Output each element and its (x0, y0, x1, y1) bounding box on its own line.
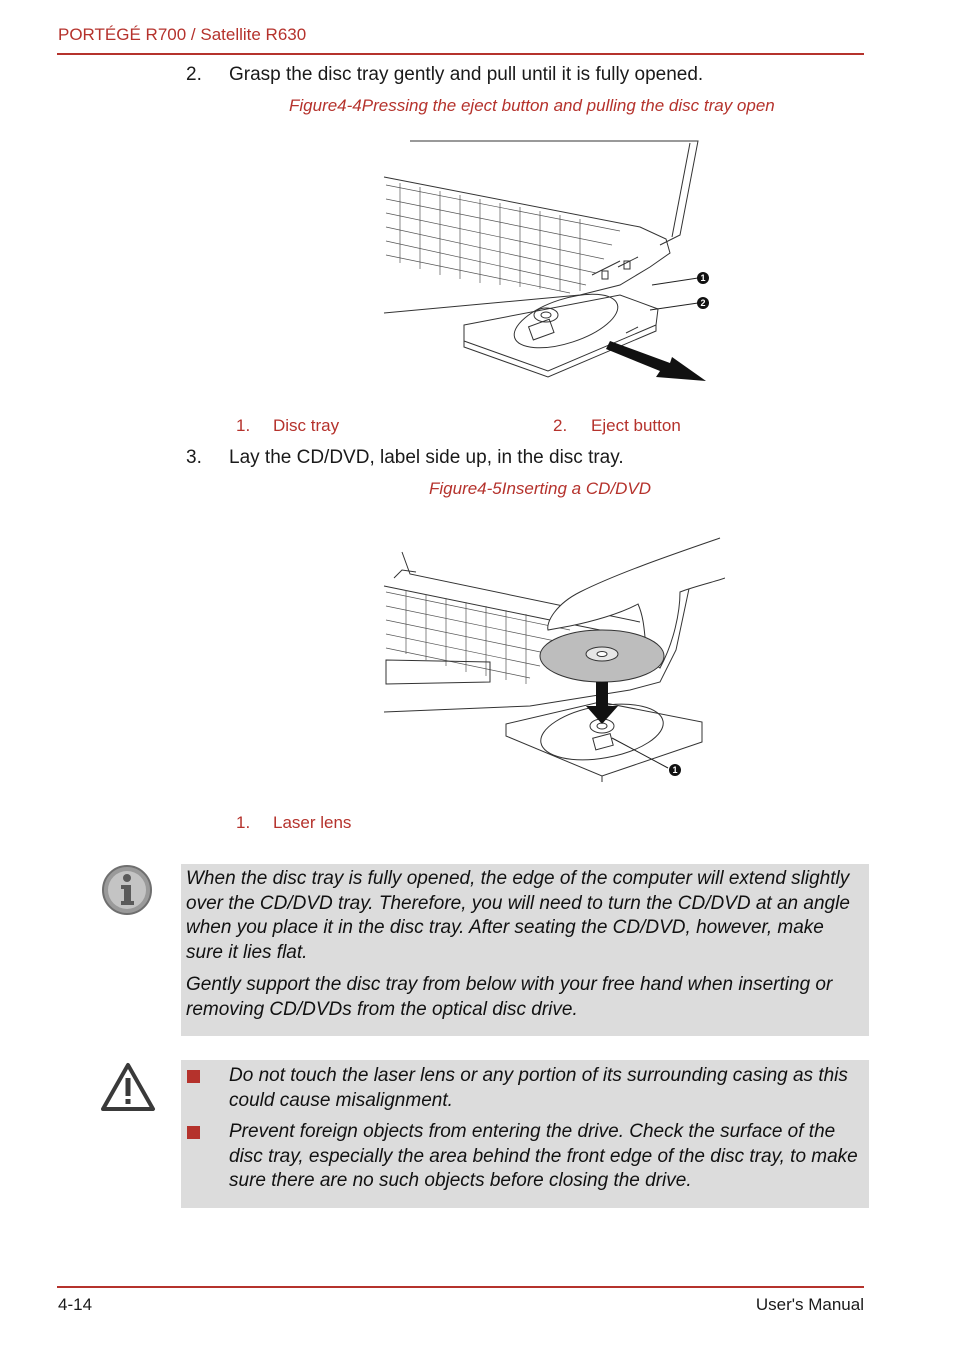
figure-insert-illustration (380, 532, 725, 782)
legend-label: Disc tray (273, 416, 340, 435)
step-text: Lay the CD/DVD, label side up, in the disc tray. (229, 447, 624, 468)
figure-caption: Figure4-4Pressing the eject button and pulling the disc tray open (289, 96, 775, 115)
note-paragraph: When the disc tray is fully opened, the edge of the computer will extend slightly over the CD/DVD tray. Therefore, you will need to turn the CD/DVD at an angle when you place it in the disc tray. After seating the CD/DVD, however, make sure it lies flat. (186, 868, 850, 963)
info-icon (101, 864, 153, 916)
legend-label: Laser lens (273, 813, 352, 832)
header-title: PORTÉGÉ R700 / Satellite R630 (58, 25, 307, 44)
warning-item: Do not touch the laser lens or any portion of its surrounding casing as this could cause misalignment. (229, 1065, 848, 1111)
warning-note (181, 1060, 869, 1208)
callout-number: 1 (672, 765, 678, 775)
legend-number: 1. (236, 813, 251, 832)
callout-number: 1 (700, 273, 706, 283)
bullet-marker (187, 1126, 200, 1139)
legend-label: Eject button (591, 416, 681, 435)
warning-item: Prevent foreign objects from entering the drive. Check the surface of the disc tray, especially the area behind the front edge of the disc tray, to make sure there are no such objects before closing the drive. (229, 1121, 858, 1191)
callout-number: 2 (700, 298, 706, 308)
warning-icon (100, 1062, 156, 1112)
callout-marker (697, 297, 709, 309)
figure-eject-illustration (380, 135, 720, 385)
legend-number: 1. (236, 416, 251, 435)
legend-number: 2. (553, 416, 568, 435)
figure-caption: Figure4-5Inserting a CD/DVD (429, 479, 652, 498)
bullet-marker (187, 1070, 200, 1083)
footer-rule (57, 1286, 864, 1288)
info-note (181, 864, 869, 1036)
step-number: 2. (186, 64, 202, 85)
callout-marker (697, 272, 709, 284)
callout-marker (669, 764, 681, 776)
manual-title: User's Manual (755, 1295, 864, 1314)
step-text: Grasp the disc tray gently and pull until it is fully opened. (229, 64, 704, 85)
step-number: 3. (186, 447, 202, 468)
note-paragraph: Gently support the disc tray from below with your free hand when inserting or removing CD/DVDs from the optical disc drive. (186, 974, 833, 1020)
header-rule (57, 53, 864, 55)
page-number: 4-14 (58, 1295, 93, 1314)
